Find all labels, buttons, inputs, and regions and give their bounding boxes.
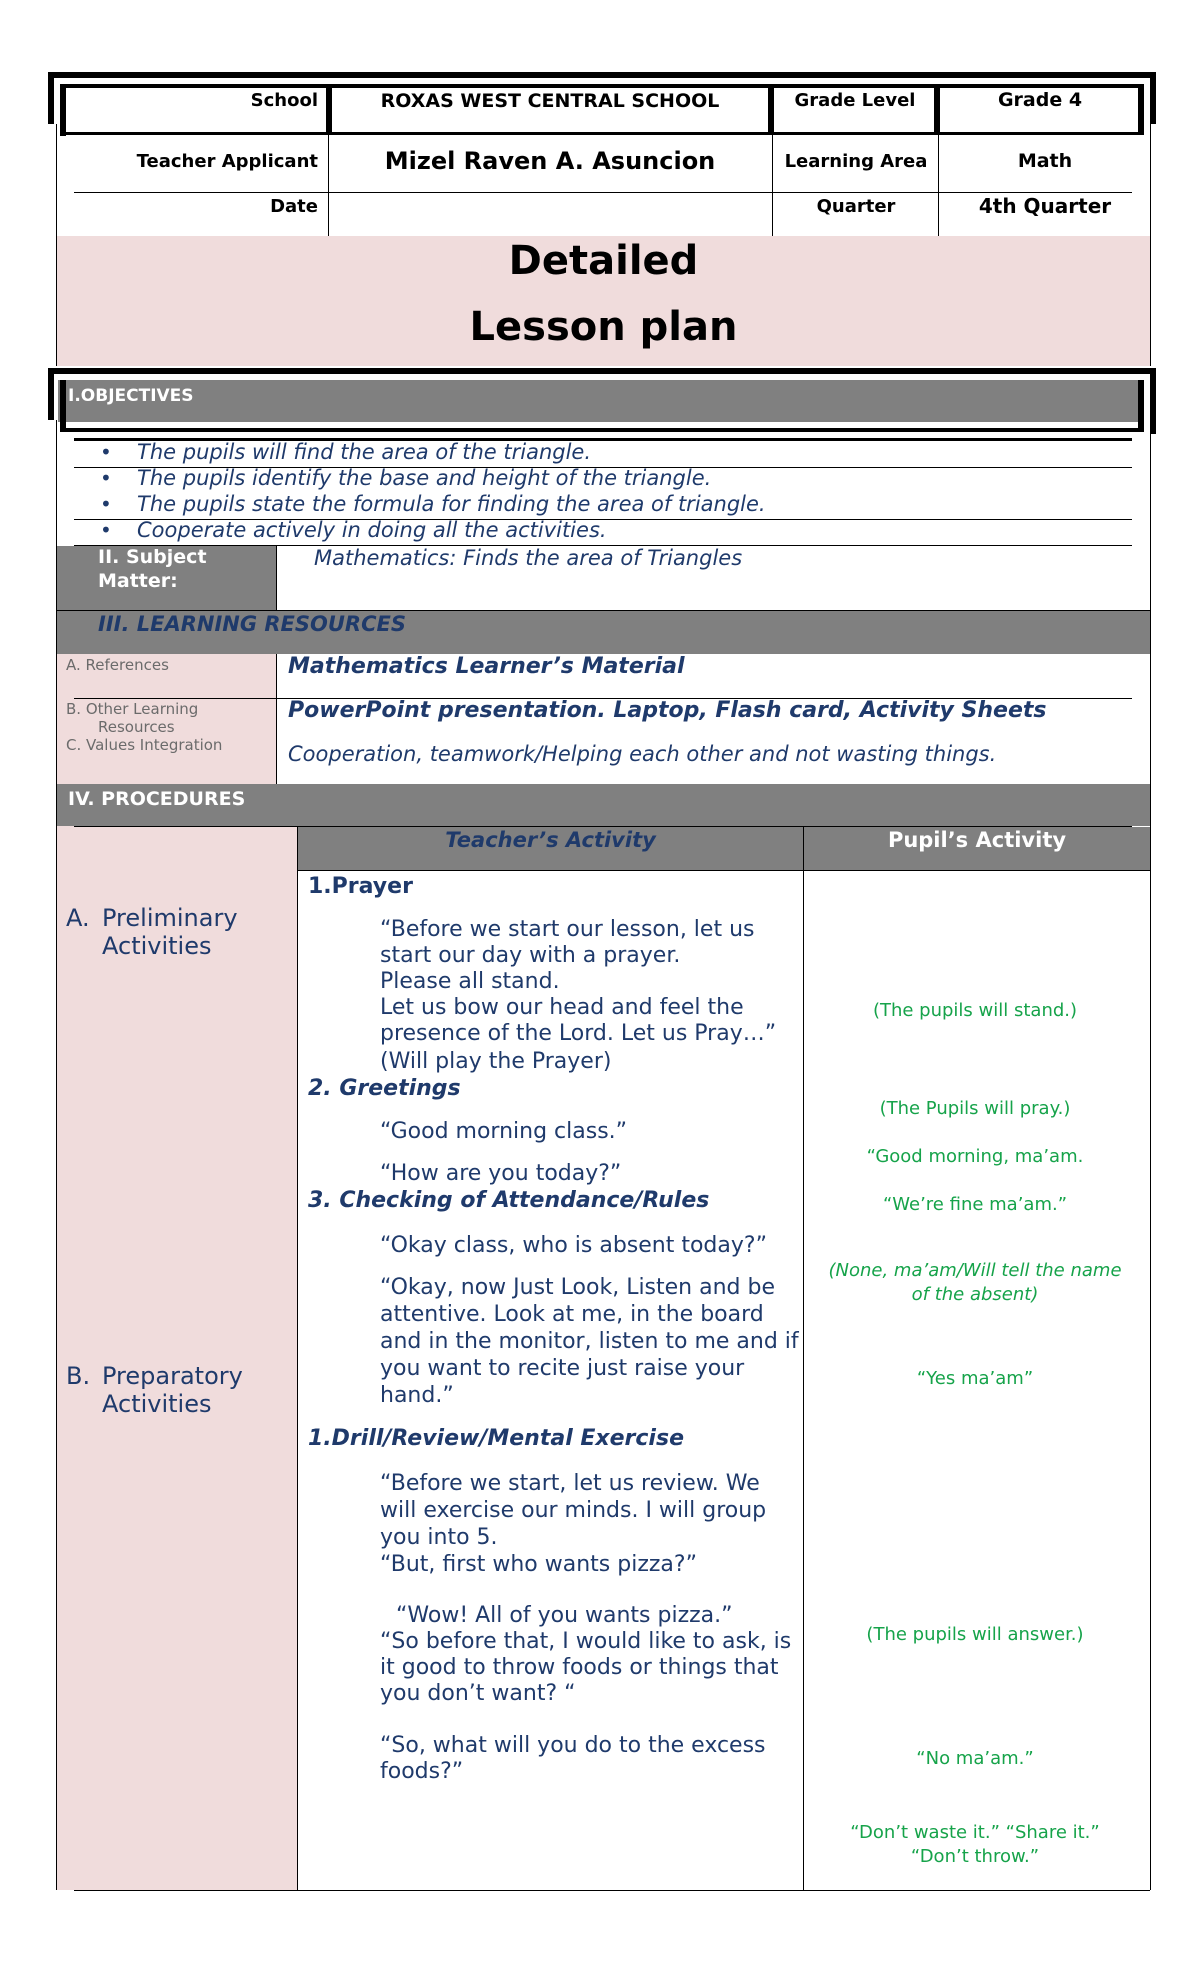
pupil-response: “Don’t throw.” (910, 1846, 1040, 1867)
pupil-response: “Don’t waste it.” “Share it.” (850, 1822, 1100, 1843)
teacher-line: “Okay, now Just Look, Listen and be (380, 1275, 776, 1300)
bullet-icon: • (100, 466, 112, 490)
drill-title: 1.Drill/Review/Mental Exercise (308, 1426, 684, 1451)
teacher-line: you want to recite just raise your (380, 1356, 745, 1381)
teacher-line: “But, first who wants pizza?” (380, 1552, 697, 1577)
objective-item: The pupils will find the area of the triangle. (137, 440, 592, 464)
teacher-line: “Okay class, who is absent today?” (380, 1233, 767, 1258)
attendance-title: 3. Checking of Attendance/Rules (308, 1188, 710, 1213)
teacher-line: “Wow! All of you wants pizza.” (396, 1603, 733, 1628)
teacher-line: “Before we start, let us review. We (380, 1471, 760, 1496)
pupil-response: (The Pupils will pray.) (879, 1098, 1071, 1119)
quarter-value: 4th Quarter (978, 194, 1112, 218)
other-resources-label-2: Resources (98, 718, 175, 736)
teacher-line: start our day with a prayer. (380, 943, 681, 968)
bullet-icon: • (100, 440, 112, 464)
header-top-border (48, 72, 1156, 78)
bullet-icon: • (100, 518, 112, 542)
learning-area-label: Learning Area (784, 151, 928, 172)
objectives-header-bar (58, 380, 1142, 422)
section-a-label: Preliminary (102, 904, 238, 932)
prayer-title: 1.Prayer (308, 874, 413, 899)
bullet-icon: • (100, 492, 112, 516)
procedures-side-bg (57, 826, 297, 1890)
teacher-line: “Before we start our lesson, let us (380, 917, 755, 942)
page-title-line1: Detailed (508, 238, 699, 284)
teacher-line: you into 5. (380, 1525, 498, 1550)
teacher-applicant-value: Mizel Raven A. Asuncion (384, 147, 716, 175)
teacher-line: “So, what will you do to the excess (380, 1733, 766, 1758)
objectives-heading: I.OBJECTIVES (68, 386, 194, 406)
grade-level-label: Grade Level (794, 90, 916, 111)
teacher-line: attentive. Look at me, in the board (380, 1302, 764, 1327)
teacher-line: presence of the Lord. Let us Pray…” (380, 1021, 777, 1046)
teacher-line: will exercise our minds. I will group (380, 1498, 767, 1523)
section-b-letter: B. (66, 1362, 91, 1390)
teacher-applicant-label: Teacher Applicant (136, 151, 318, 172)
teacher-line: hand.” (380, 1383, 454, 1408)
teacher-line: foods?” (380, 1759, 464, 1784)
other-resources-label: B. Other Learning (66, 700, 199, 718)
objective-item: The pupils identify the base and height of the triangle. (137, 466, 712, 490)
teacher-line: (Will play the Prayer) (380, 1049, 612, 1074)
teacher-line: “Good morning class.” (380, 1119, 628, 1144)
references-value: Mathematics Learner’s Material (288, 654, 685, 679)
school-value: ROXAS WEST CENTRAL SCHOOL (380, 90, 720, 112)
pupil-activity-header: Pupil’s Activity (887, 828, 1067, 852)
pupil-response: “No ma’am.” (916, 1748, 1034, 1769)
objective-item: Cooperate actively in doing all the activities. (137, 518, 607, 542)
pupil-response: “Yes ma’am” (916, 1368, 1034, 1389)
resources-heading: III. LEARNING RESOURCES (98, 612, 406, 636)
teacher-line: Let us bow our head and feel the (380, 995, 744, 1020)
section-b-label-2: Activities (102, 1390, 212, 1418)
pupil-response: “Good morning, ma’am. (866, 1146, 1084, 1167)
objective-item: The pupils state the formula for finding the area of triangle. (137, 492, 766, 516)
references-label: A. References (66, 656, 169, 674)
teacher-activity-header: Teacher’s Activity (445, 828, 656, 852)
section-b-label: Preparatory (102, 1362, 243, 1390)
teacher-line: and in the monitor, listen to me and if (380, 1329, 799, 1354)
subject-label-line2: Matter: (98, 570, 178, 592)
school-label: School (250, 90, 318, 111)
procedures-heading: IV. PROCEDURES (68, 788, 246, 810)
subject-value: Mathematics: Finds the area of Triangles (314, 546, 743, 570)
subject-label-line1: II. Subject (98, 546, 207, 568)
learning-area-value: Math (1017, 150, 1073, 172)
values-integration-label: C. Values Integration (66, 736, 223, 754)
teacher-line: “How are you today?” (380, 1161, 622, 1186)
page-title-line2: Lesson plan (469, 304, 738, 350)
grade-level-value: Grade 4 (997, 89, 1083, 111)
date-label: Date (270, 196, 318, 217)
pupil-response: of the absent) (911, 1284, 1039, 1305)
pupil-response: “We’re fine ma’am.” (882, 1194, 1068, 1215)
section-a-letter: A. (66, 904, 90, 932)
greetings-title: 2. Greetings (308, 1076, 461, 1101)
teacher-line: you don’t want? “ (380, 1681, 576, 1706)
section-a-label-2: Activities (102, 932, 212, 960)
pupil-response: (The pupils will answer.) (866, 1624, 1084, 1645)
other-resources-value: PowerPoint presentation. Laptop, Flash card, Activity Sheets (288, 698, 1047, 723)
pupil-response: (The pupils will stand.) (872, 1000, 1078, 1021)
teacher-line: “So before that, I would like to ask, is (380, 1629, 792, 1654)
teacher-line: Please all stand. (380, 969, 560, 994)
values-integration-value: Cooperation, teamwork/Helping each other and not wasting things. (288, 742, 997, 766)
teacher-line: it good to throw foods or things that (380, 1655, 779, 1680)
quarter-label: Quarter (816, 196, 896, 217)
pupil-response: (None, ma’am/Will tell the name (828, 1260, 1122, 1281)
